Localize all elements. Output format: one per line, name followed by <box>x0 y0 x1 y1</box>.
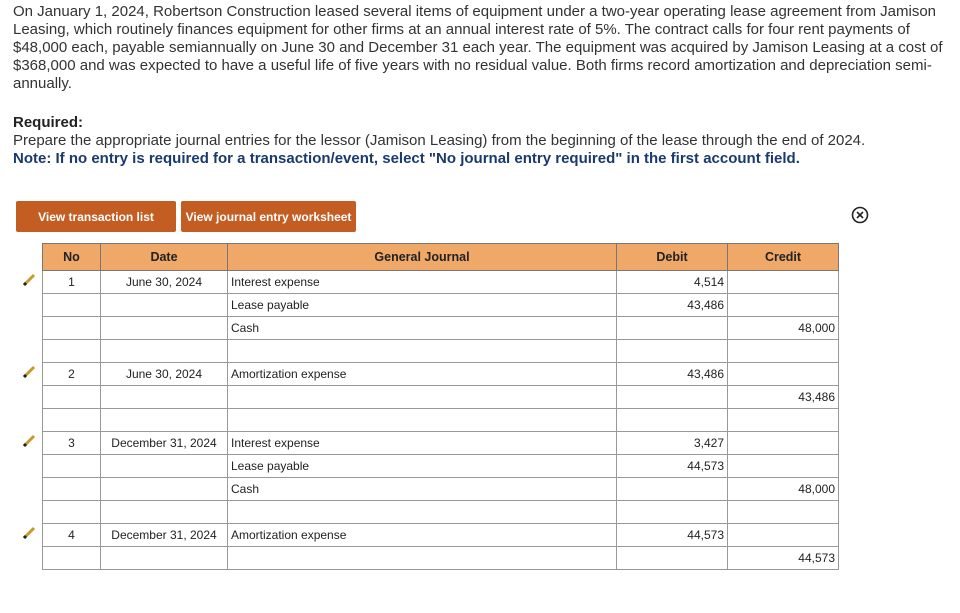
table-row <box>43 432 839 455</box>
debit-cell[interactable]: 4,514 <box>617 271 728 294</box>
table-row <box>43 455 839 478</box>
account-cell[interactable]: Interest expense <box>228 432 617 455</box>
table-row <box>43 478 839 501</box>
entry-date: December 31, 2024 <box>101 432 228 455</box>
entry-date <box>101 386 228 409</box>
table-row <box>43 524 839 547</box>
required-heading: Required: <box>13 114 84 131</box>
table-row <box>43 363 839 386</box>
debit-cell[interactable]: 43,486 <box>617 294 728 317</box>
account-cell[interactable]: Lease payable <box>228 455 617 478</box>
header-debit: Debit <box>617 244 728 271</box>
table-row <box>43 340 839 363</box>
entry-date <box>101 547 228 570</box>
entry-date <box>101 317 228 340</box>
credit-cell[interactable] <box>728 409 839 432</box>
account-cell[interactable] <box>228 386 617 409</box>
entry-date: June 30, 2024 <box>101 363 228 386</box>
entry-number <box>43 478 101 501</box>
debit-cell[interactable]: 44,573 <box>617 455 728 478</box>
entry-number: 3 <box>43 432 101 455</box>
credit-cell[interactable] <box>728 455 839 478</box>
header-credit: Credit <box>728 244 839 271</box>
entry-date <box>101 409 228 432</box>
credit-cell[interactable]: 48,000 <box>728 317 839 340</box>
header-general-journal: General Journal <box>228 244 617 271</box>
debit-cell[interactable] <box>617 501 728 524</box>
header-no: No <box>43 244 101 271</box>
header-date: Date <box>101 244 228 271</box>
table-row <box>43 317 839 340</box>
entry-number: 2 <box>43 363 101 386</box>
edit-entry-2-pencil-icon[interactable] <box>20 363 38 381</box>
entry-number <box>43 547 101 570</box>
debit-cell[interactable]: 44,573 <box>617 524 728 547</box>
problem-text: On January 1, 2024, Robertson Construction leased several items of equipment under a two-year operating lease agreement from Jamison Leasing, which routinely finances equipment for other firms at an annual interest rate of 5%. The contract calls for four rent payments of $48,000 each, payable semiannually on June 30 and December 31 each year. The equipment was acquired by Jamison Leasing at a cost of $368,000 and was expected to have a useful life of five years with no residual value. Both firms record amortization and depreciation semi-annually. <box>13 3 943 92</box>
credit-cell[interactable] <box>728 501 839 524</box>
debit-cell[interactable] <box>617 317 728 340</box>
table-row <box>43 547 839 570</box>
account-cell[interactable]: Amortization expense <box>228 524 617 547</box>
account-cell[interactable] <box>228 340 617 363</box>
account-cell[interactable]: Lease payable <box>228 294 617 317</box>
credit-cell[interactable] <box>728 294 839 317</box>
account-cell[interactable] <box>228 409 617 432</box>
account-cell[interactable]: Amortization expense <box>228 363 617 386</box>
credit-cell[interactable] <box>728 524 839 547</box>
debit-cell[interactable] <box>617 547 728 570</box>
entry-date <box>101 501 228 524</box>
table-row <box>43 294 839 317</box>
edit-entry-4-pencil-icon[interactable] <box>20 524 38 542</box>
credit-cell[interactable] <box>728 271 839 294</box>
entry-date: June 30, 2024 <box>101 271 228 294</box>
entry-number: 4 <box>43 524 101 547</box>
entry-number <box>43 294 101 317</box>
credit-cell[interactable]: 48,000 <box>728 478 839 501</box>
journal-header-row <box>43 244 839 271</box>
debit-cell[interactable]: 43,486 <box>617 363 728 386</box>
journal-body <box>43 271 839 570</box>
account-cell[interactable]: Cash <box>228 317 617 340</box>
entry-date: December 31, 2024 <box>101 524 228 547</box>
entry-number <box>43 409 101 432</box>
table-row <box>43 409 839 432</box>
entry-number <box>43 386 101 409</box>
credit-cell[interactable] <box>728 432 839 455</box>
account-cell[interactable] <box>228 547 617 570</box>
entry-number <box>43 455 101 478</box>
credit-cell[interactable]: 44,573 <box>728 547 839 570</box>
account-cell[interactable]: Cash <box>228 478 617 501</box>
entry-date <box>101 478 228 501</box>
entry-date <box>101 455 228 478</box>
view-transaction-list-button[interactable]: View transaction list <box>16 201 176 232</box>
entry-number <box>43 501 101 524</box>
credit-cell[interactable] <box>728 363 839 386</box>
account-cell[interactable] <box>228 501 617 524</box>
required-text: Prepare the appropriate journal entries for the lessor (Jamison Leasing) from the beginning of the lease through the end of 2024. <box>13 132 866 149</box>
edit-entry-3-pencil-icon[interactable] <box>20 432 38 450</box>
account-cell[interactable]: Interest expense <box>228 271 617 294</box>
table-row <box>43 386 839 409</box>
debit-cell[interactable]: 3,427 <box>617 432 728 455</box>
credit-cell[interactable]: 43,486 <box>728 386 839 409</box>
entry-date <box>101 340 228 363</box>
table-row <box>43 271 839 294</box>
debit-cell[interactable] <box>617 478 728 501</box>
debit-cell[interactable] <box>617 340 728 363</box>
view-journal-worksheet-button[interactable]: View journal entry worksheet <box>181 201 356 232</box>
note-text: Note: If no entry is required for a transaction/event, select "No journal entry required" in the first account field. <box>13 150 800 167</box>
journal-table <box>42 243 839 570</box>
edit-entry-1-pencil-icon[interactable] <box>20 271 38 289</box>
entry-date <box>101 294 228 317</box>
entry-number <box>43 317 101 340</box>
table-row <box>43 501 839 524</box>
entry-number <box>43 340 101 363</box>
entry-number: 1 <box>43 271 101 294</box>
debit-cell[interactable] <box>617 409 728 432</box>
debit-cell[interactable] <box>617 386 728 409</box>
close-circle-icon[interactable] <box>851 206 869 224</box>
credit-cell[interactable] <box>728 340 839 363</box>
